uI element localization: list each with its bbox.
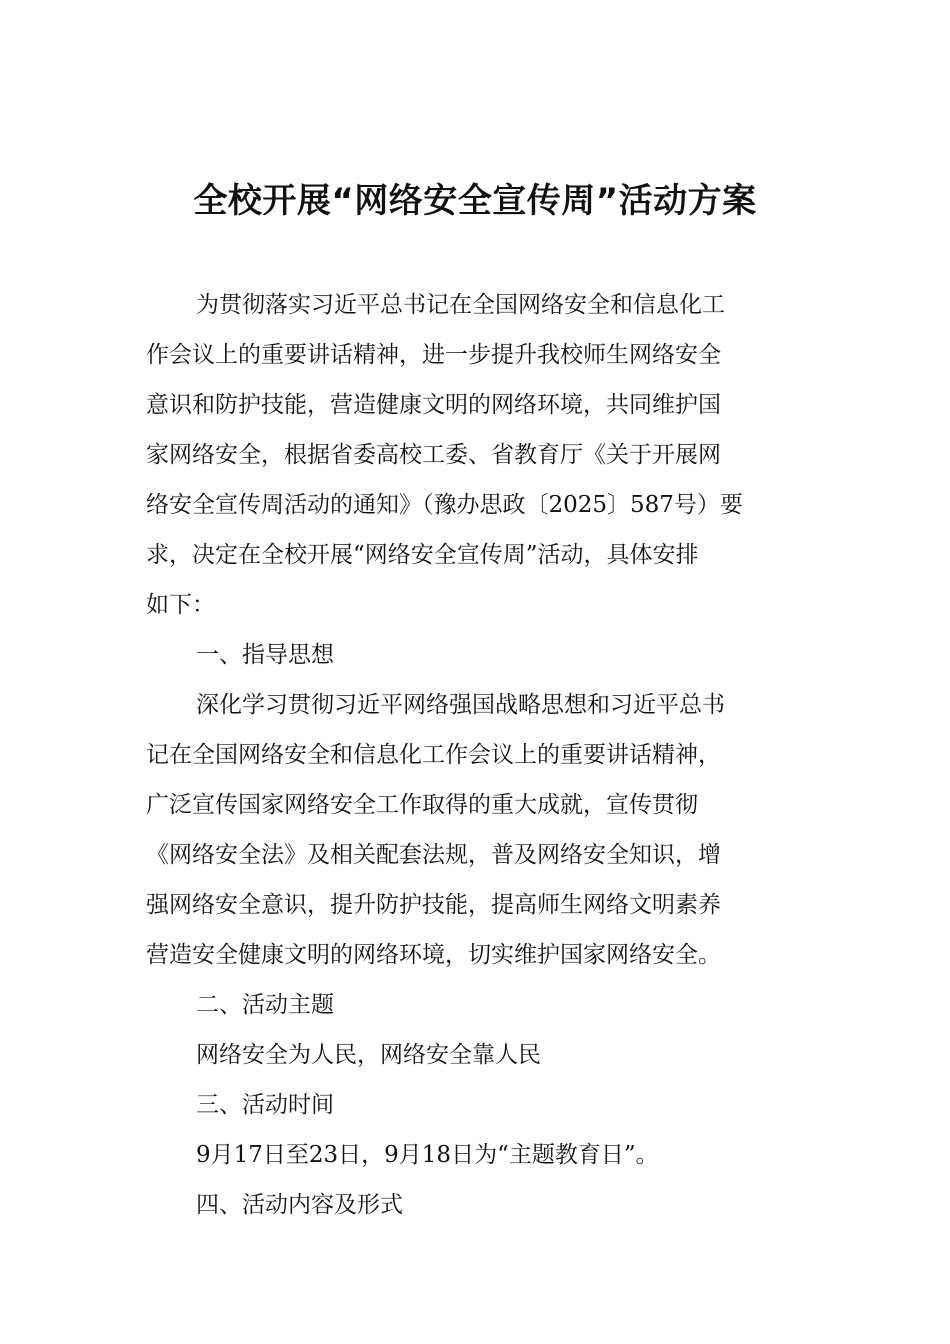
guiding-ideology-line: 广泛宣传国家网络安全工作取得的重大成就，宣传贯彻 bbox=[146, 792, 698, 818]
intro-paragraph bbox=[146, 280, 806, 630]
guiding-ideology-line: 《网络安全法》及相关配套法规，普及网络安全知识，增 bbox=[146, 842, 721, 868]
section-heading-guiding-ideology: 一、指导思想 bbox=[196, 642, 334, 668]
activity-time-text: 9月17日至23日，9月18日为“主题教育日”。 bbox=[196, 1142, 659, 1168]
document-title: 全校开展“网络安全宣传周”活动方案 bbox=[193, 181, 757, 221]
intro-line: 家网络安全，根据省委高校工委、省教育厅《关于开展网 bbox=[146, 442, 721, 468]
guiding-ideology-paragraph bbox=[146, 680, 806, 980]
intro-line: 作会议上的重要讲话精神，进一步提升我校师生网络安全 bbox=[146, 342, 721, 368]
section-heading-activity-content: 四、活动内容及形式 bbox=[196, 1192, 403, 1218]
document-body bbox=[146, 280, 806, 1230]
intro-line: 络安全宣传周活动的通知》（豫办思政〔2025〕587号）要 bbox=[146, 492, 743, 518]
activity-theme-text: 网络安全为人民，网络安全靠人民 bbox=[196, 1042, 541, 1068]
guiding-ideology-line: 记在全国网络安全和信息化工作会议上的重要讲话精神， bbox=[146, 742, 721, 768]
intro-line: 求，决定在全校开展“网络安全宣传周”活动，具体安排 bbox=[146, 542, 699, 568]
guiding-ideology-line: 深化学习贯彻习近平网络强国战略思想和习近平总书 bbox=[196, 692, 725, 718]
intro-line: 如下： bbox=[146, 592, 215, 618]
section-heading-activity-time: 三、活动时间 bbox=[196, 1092, 334, 1118]
section-heading-activity-theme: 二、活动主题 bbox=[196, 992, 334, 1018]
intro-line: 为贯彻落实习近平总书记在全国网络安全和信息化工 bbox=[196, 292, 725, 318]
guiding-ideology-line: 营造安全健康文明的网络环境，切实维护国家网络安全。 bbox=[146, 942, 721, 968]
intro-line: 意识和防护技能，营造健康文明的网络环境，共同维护国 bbox=[146, 392, 721, 418]
guiding-ideology-line: 强网络安全意识，提升防护技能，提高师生网络文明素养 bbox=[146, 892, 721, 918]
